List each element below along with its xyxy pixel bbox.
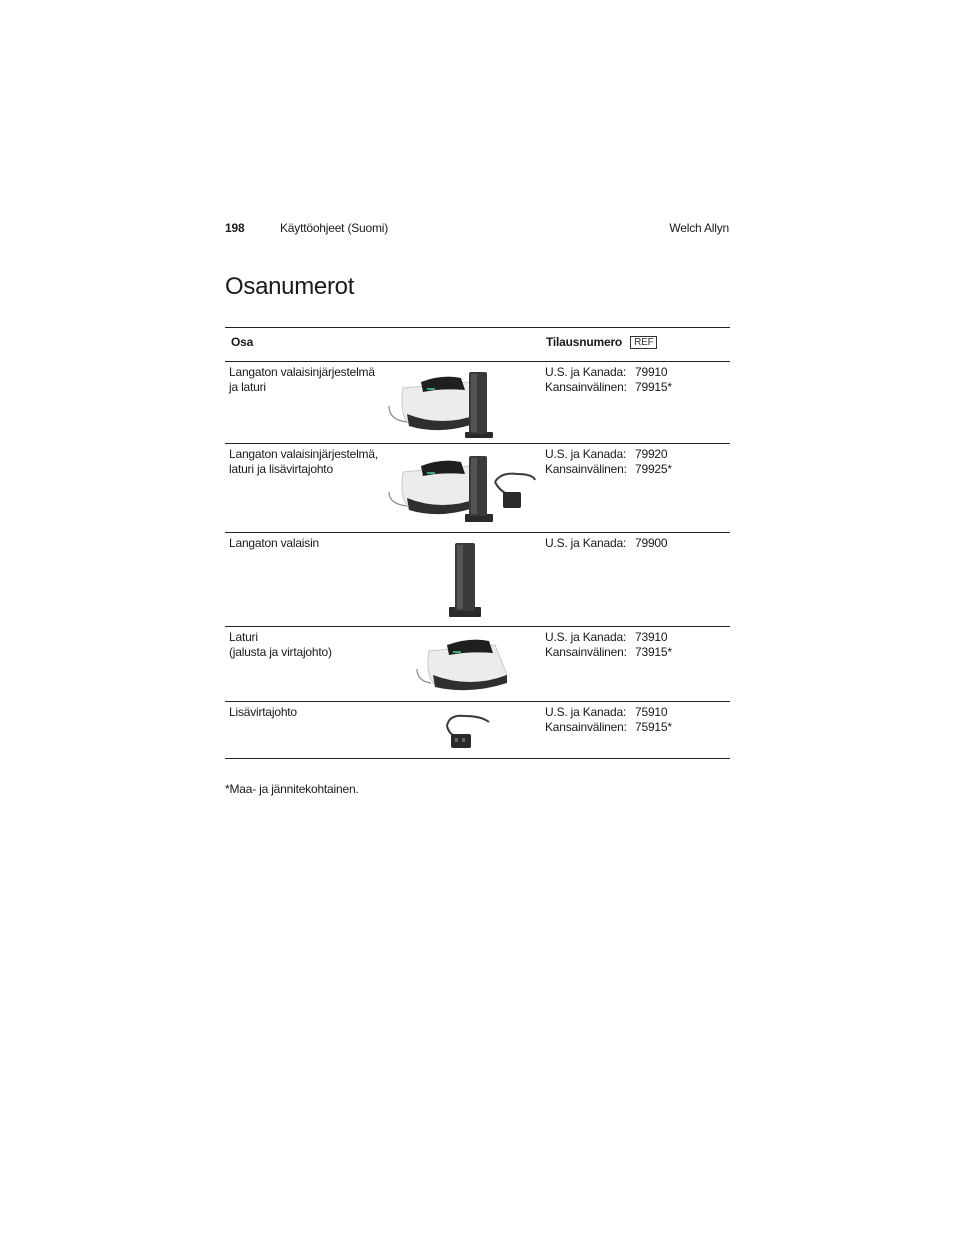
order-number: 73910: [635, 630, 668, 644]
order-line: U.S. ja Kanada: 75910: [545, 705, 668, 719]
order-line: U.S. ja Kanada: 73910: [545, 630, 668, 644]
table-row: [225, 444, 730, 533]
order-numbers: [545, 705, 672, 735]
order-line: U.S. ja Kanada: 79900: [545, 536, 668, 550]
order-number: 75915*: [635, 720, 672, 734]
part-name: Lisävirtajohto: [229, 705, 297, 719]
document-title: Käyttöohjeet (Suomi): [280, 221, 389, 235]
page-title: Osanumerot: [225, 273, 355, 300]
table-row: [225, 627, 730, 702]
brand-name: Welch Allyn: [669, 221, 729, 235]
page-header: [225, 221, 729, 239]
order-number: 79925*: [635, 462, 672, 476]
handle-image: [445, 541, 485, 621]
table-row: [225, 533, 730, 627]
order-number: 79915*: [635, 380, 672, 394]
order-line: Kansainvälinen: 73915*: [545, 645, 672, 659]
charger-handle-cord-image: [387, 452, 537, 526]
order-line: U.S. ja Kanada: 79920: [545, 447, 668, 461]
order-line: U.S. ja Kanada: 79910: [545, 365, 668, 379]
order-line: Kansainvälinen: 75915*: [545, 720, 672, 734]
power-cord-image: [441, 708, 491, 752]
part-name: Laturi (jalusta ja virtajohto): [229, 630, 332, 659]
column-header-part: Osa: [231, 335, 254, 349]
column-header-order-number: [546, 335, 657, 349]
part-name: Langaton valaisinjärjestelmä ja laturi: [229, 365, 375, 394]
charger-image: [415, 633, 511, 695]
order-number: 75910: [635, 705, 668, 719]
order-number-label: Tilausnumero: [546, 335, 623, 349]
footnote: *Maa- ja jännitekohtainen.: [225, 782, 359, 796]
order-numbers: [545, 365, 672, 395]
parts-table: [225, 327, 730, 759]
order-line: Kansainvälinen: 79915*: [545, 380, 672, 394]
order-number: 79900: [635, 536, 668, 550]
order-number: 79910: [635, 365, 668, 379]
part-name: Langaton valaisinjärjestelmä, laturi ja lisävirtajohto: [229, 447, 378, 476]
order-numbers: [545, 447, 672, 477]
order-numbers: [545, 536, 667, 551]
order-line: Kansainvälinen: 79925*: [545, 462, 672, 476]
table-header: [225, 328, 730, 362]
table-row: [225, 702, 730, 758]
order-number: 73915*: [635, 645, 672, 659]
table-row: [225, 362, 730, 444]
ref-symbol-icon: REF: [630, 336, 657, 349]
order-number: 79920: [635, 447, 668, 461]
order-numbers: [545, 630, 672, 660]
charger-and-handle-image: [387, 366, 499, 440]
page-number: 198: [225, 221, 245, 235]
part-name: Langaton valaisin: [229, 536, 320, 550]
